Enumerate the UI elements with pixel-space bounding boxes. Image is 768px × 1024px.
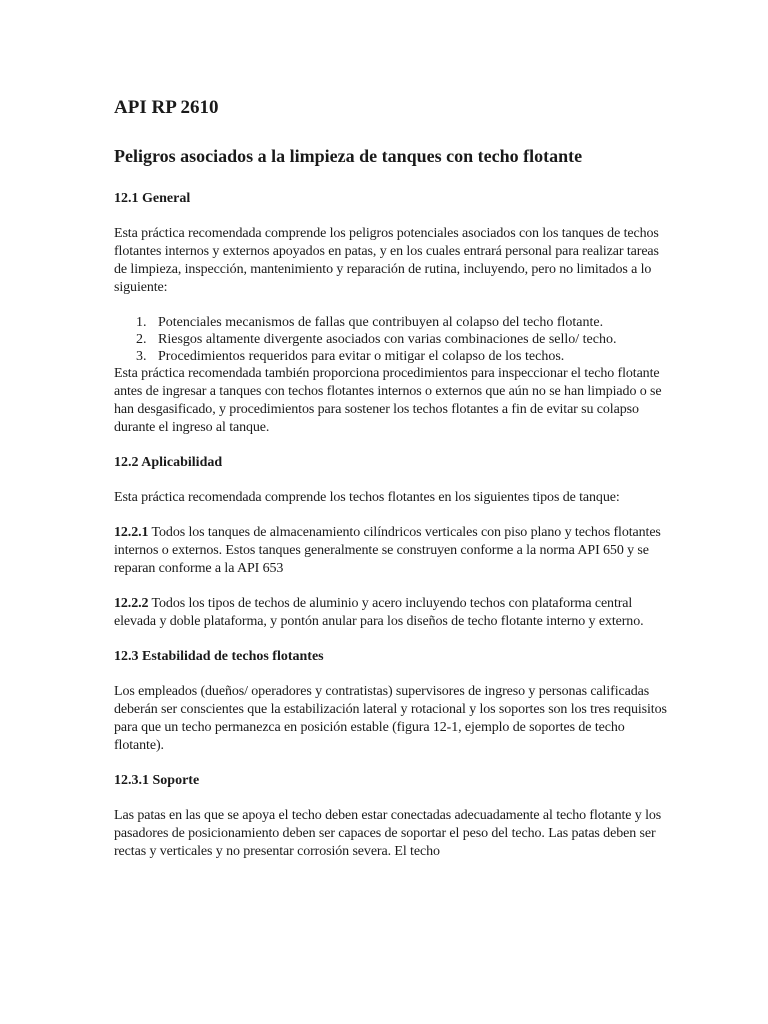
list-item-number: 3. (136, 349, 147, 364)
section-heading-aplicabilidad: 12.2 Aplicabilidad (114, 455, 223, 470)
section-heading-estabilidad: 12.3 Estabilidad de techos flotantes (114, 649, 324, 664)
subsection-number: 12.2.2 (114, 596, 149, 611)
general-intro-paragraph: Esta práctica recomendada comprende los peligros potenciales asociados con los tanques de techos flotantes internos y externos apoyados en patas, y en los cuales entrará personal para realizar tareas de limpieza, inspección, mantenimiento y reparación de rutina, incluyendo, pero no limitados a lo siguiente: (114, 226, 659, 295)
subsection-text: Todos los tanques de almacenamiento cilíndricos verticales con piso plano y techos flotantes internos o externos. Estos tanques generalmente se construyen conforme a la norma API 650 y se reparan conforme a la API 653 (114, 525, 661, 576)
list-item-number: 1. (136, 315, 147, 330)
section-estabilidad (114, 648, 668, 755)
list-item-text: Procedimientos requeridos para evitar o mitigar el colapso de los techos. (158, 349, 565, 364)
list-item (136, 348, 668, 365)
section-soporte (114, 772, 668, 861)
subsection-text: Todos los tipos de techos de aluminio y acero incluyendo techos con plataforma central elevada y doble plataforma, y pontón anular para los diseños de techo flotante interno y externo. (114, 596, 644, 629)
document-subtitle: Peligros asociados a la limpieza de tanques con techo flotante (114, 146, 583, 166)
list-item-text: Riesgos altamente divergente asociados con varias combinaciones de sello/ techo. (158, 332, 617, 347)
subsection-number: 12.2.1 (114, 525, 149, 540)
subsection-12-2-2 (114, 595, 668, 631)
soporte-paragraph: Las patas en las que se apoya el techo deben estar conectadas adecuadamente al techo flotante y los pasadores de posicionamiento deben ser capaces de soportar el peso del techo. Las patas deben ser rectas y verticales y no presentar corrosión severa. El techo (114, 808, 662, 859)
general-list (114, 314, 668, 365)
list-item (136, 314, 668, 331)
section-aplicabilidad (114, 454, 668, 631)
aplicabilidad-intro-paragraph: Esta práctica recomendada comprende los techos flotantes en los siguientes tipos de tanque: (114, 490, 620, 505)
section-general (114, 190, 668, 437)
list-item-text: Potenciales mecanismos de fallas que contribuyen al colapso del techo flotante. (158, 315, 604, 330)
section-heading-soporte: 12.3.1 Soporte (114, 773, 200, 788)
general-closing-paragraph: Esta práctica recomendada también proporciona procedimientos para inspeccionar el techo flotante antes de ingresar a tanques con techos flotantes internos o externos que aún no se han limpiado o se han desgasificado, y procedimientos para sostener los techos flotantes a fin de evitar su colapso durante el ingreso al tanque. (114, 366, 662, 435)
estabilidad-paragraph: Los empleados (dueños/ operadores y contratistas) supervisores de ingreso y personas calificadas deberán ser conscientes que la estabilización lateral y rotacional y los soportes son los tres requisitos para que un techo permanezca en posición estable (figura 12-1, ejemplo de soportes de techo flotante). (114, 684, 667, 753)
list-item-number: 2. (136, 332, 147, 347)
subsection-12-2-1 (114, 524, 668, 578)
document-title: API RP 2610 (114, 97, 219, 118)
section-heading-general: 12.1 General (114, 191, 191, 206)
list-item (136, 331, 668, 348)
